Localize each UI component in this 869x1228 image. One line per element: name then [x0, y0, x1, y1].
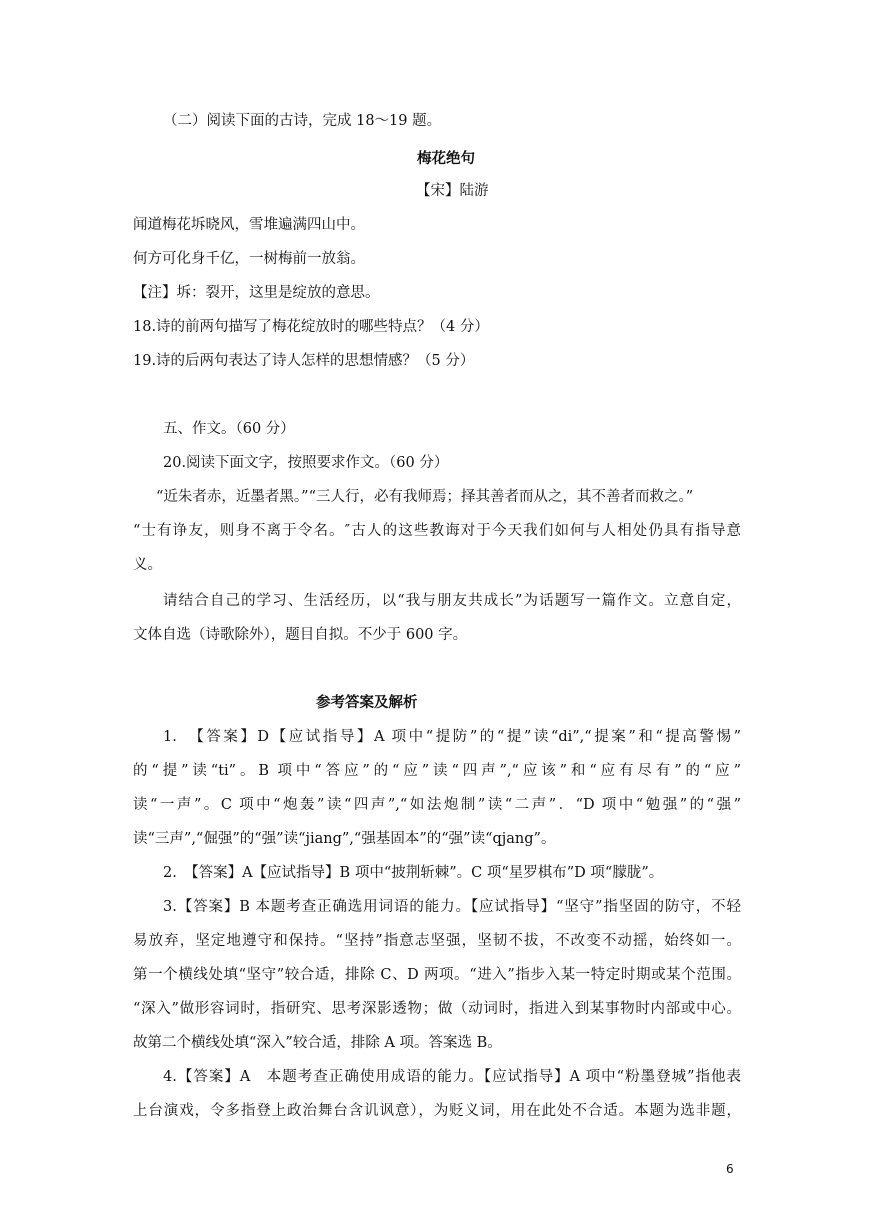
answer-4-line: 上台演戏，令多指登上政治舞台含讥讽意），为贬义词，用在此处不合适。本题为选非题， — [133, 1103, 741, 1119]
poem-line-1: 闻道梅花坼晓风，雪堆遍满四山中。 — [133, 217, 365, 233]
answer-3-line: 第一个横线处填“坚守”较合适，排除 C、D 两项。“进入”指步入某一特定时期或某个范围。 — [133, 967, 741, 983]
answer-1-line: 1. 【答案】D【应试指导】A 项中“提防”的“提”读“di”,“提案”和“提高警惕” — [163, 729, 741, 745]
answer-1-line: 的“提”读“ti”。B 项中“答应”的“应”读“四声”,“应该”和“应有尽有”的“应” — [133, 763, 741, 779]
answer-1-line: 读“一声”。C 项中“炮轰”读“四声”,“如法炮制”读“二声”．“D 项中“勉强”的“强” — [133, 797, 741, 813]
essay-requirement-line: 文体自选（诗歌除外），题目自拟。不少于 600 字。 — [133, 627, 468, 643]
section-intro: （二）阅读下面的古诗，完成 18～19 题。 — [163, 113, 442, 129]
question-19: 19.诗的后两句表达了诗人怎样的思想情感？（5 分） — [133, 353, 475, 369]
essay-prompt-line: 义。 — [133, 557, 162, 573]
question-18: 18.诗的前两句描写了梅花绽放时的哪些特点？（4 分） — [133, 319, 489, 335]
essay-prompt-line: “士有诤友，则身不离于令名。″古人的这些教诲对于今天我们如何与人相处仍具有指导意 — [133, 523, 741, 539]
page-number: 6 — [726, 1162, 734, 1176]
answer-3-line: 3.【答案】B 本题考查正确选用词语的能力。【应试指导】“坚守”指坚固的防守，不轻 — [163, 899, 741, 915]
answer-3-line: 易放弃，坚定地遵守和保持。“坚持”指意志坚强，坚韧不拔，不改变不动摇，始终如一。 — [133, 933, 741, 949]
essay-prompt-line: “近朱者赤，近墨者黑。”“三人行，必有我师焉；择其善者而从之，其不善者而救之。” — [156, 489, 694, 505]
poem-note: 【注】坼：裂开，这里是绽放的意思。 — [133, 285, 380, 301]
poem-title: 梅花绝句 — [417, 150, 475, 167]
essay-requirement-line: 请结合自己的学习、生活经历，以“我与朋友共成长”为话题写一篇作文。立意自定， — [163, 593, 741, 609]
question-20: 20.阅读下面文字，按照要求作文。（60 分） — [163, 455, 449, 471]
answer-1-line: 读“三声”,“倔强”的“强”读“jiang”,“强基固本”的“强”读“qjang”。 — [133, 831, 556, 847]
poem-author: 【宋】陆游 — [416, 183, 489, 199]
poem-line-2: 何方可化身千亿，一树梅前一放翁。 — [133, 251, 365, 267]
answer-3-line: 故第二个横线处填“深入”较合适，排除 A 项。答案选 B。 — [133, 1035, 502, 1051]
answer-4-line: 4.【答案】A 本题考查正确使用成语的能力。【应试指导】A 项中“粉墨登城”指他表 — [163, 1069, 741, 1085]
answer-3-line: “深入”做形容词时，指研究、思考深影透物；做（动词时，指进入到某事物时内部或中心。 — [133, 1001, 741, 1017]
answers-heading: 参考答案及解析 — [316, 694, 418, 711]
answer-2: 2. 【答案】A【应试指导】B 项中“披荆斩棘”。C 项“星罗棋布”D 项“朦胧”。 — [163, 865, 664, 881]
essay-heading: 五、作文。（60 分） — [163, 421, 295, 437]
